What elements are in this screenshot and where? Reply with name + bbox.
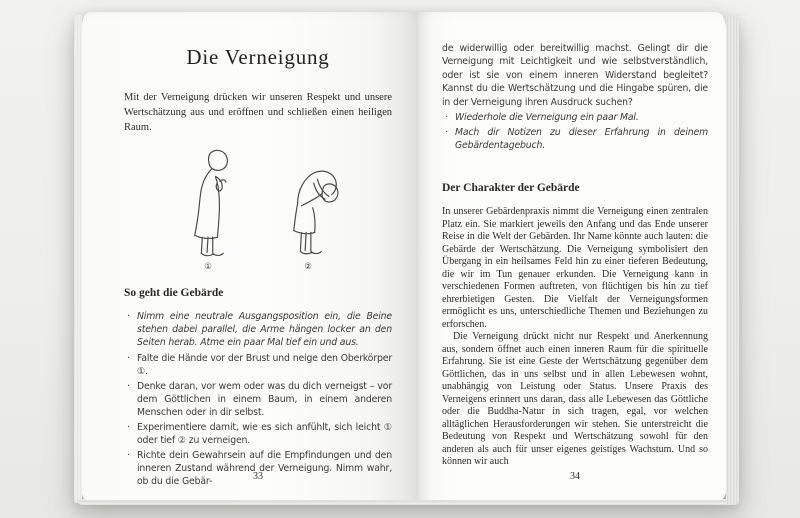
person-deep-bow-illustration (267, 147, 349, 259)
page-number-left: 33 (253, 471, 263, 482)
bullet-item: · Mach dir Notizen zu dieser Erfahrung in deinem Gebärdentagebuch. (442, 126, 708, 152)
exercise-bullet-list-continued (442, 111, 708, 152)
bullet-item: · Denke daran, vor wem oder was du dich verneigst – vor dem Göttlichen in einem Baum, in einem anderen Menschen oder in dir selbst. (124, 380, 392, 419)
person-slight-bow-illustration (167, 147, 249, 259)
left-page (82, 12, 416, 500)
bullet-item: · Richte dein Gewahrsein auf die Empfindungen und den inneren Zustand während der Verneigung. Nimm wahr, ob du die Gebär- (124, 449, 392, 488)
chapter-title: Die Verneigung (186, 45, 330, 69)
bow-figures (124, 147, 392, 272)
bullet-item: · Experimentiere damit, wie es sich anfühlt, sich leicht ① oder tief ② zu verneigen. (124, 421, 392, 447)
section-heading-how-to: So geht die Gebärde (124, 287, 224, 300)
body-paragraph: Die Verneigung drückt nicht nur Respekt und Anerkennung aus, sondern öffnet auch einen inneren Raum für die spirituelle Erfahrung. Sie ist eine Geste der Wertschätzung gegenüber dem Göttlichen, das in uns selbst und in allen Lebewesen wohnt, unabhängig von Leistung oder Status. Unsere Praxis des Verneigens erinnert uns daran, dass alle Lebewesen das Göttliche oder die Buddha-Natur in sich tragen, egal, vor welchen alltäglichen Herausforderungen wir stehen. Sie unterstreicht die Bedeutung von Respekt und Wertschätzung sowohl für den anderen als auch für unser eigenes geistiges Wachstum. Und so können wir auch (442, 331, 708, 468)
exercise-bullet-list (124, 310, 392, 488)
bullet-item: · Nimm eine neutrale Ausgangsposition ein, die Beine stehen dabei parallel, die Arme hängen locker an den Seiten herab. Atme ein paar Mal tief ein und aus. (124, 310, 392, 349)
body-paragraph: In unserer Gebärdenpraxis nimmt die Verneigung einen zentralen Platz ein. Sie markiert jeweils den Anfang und das Ende unserer Reise in die Welt der Gebärden. Ihr Name könnte auch lauten: die Gebärde der Wertschätzung. Die Verneigung symbolisiert den Übergang in ein heilsames Feld hin zu einer tieferen Bedeutung, die wir im Tun genauer erkunden. Die Verneigung kann in verschiedenen Formen auftreten, von flüchtigen bis hin zu tief ehrerbietigen Gesten. Die Vielfalt der Verneigungsformen ermöglicht es uns, unterschiedliche Themen und Beziehungen zu erforschen. (442, 206, 708, 330)
section-heading-character: Der Charakter der Gebärde (442, 182, 580, 195)
figure-label-2: ② (304, 262, 312, 273)
page-stack-left-edge (74, 15, 82, 503)
figure-deep-bow (267, 147, 349, 272)
bullet-item: · Falte die Hände vor der Brust und neige den Oberkörper ①. (124, 352, 392, 378)
figure-label-1: ① (204, 262, 212, 273)
page-stack-fore-edge (726, 17, 739, 505)
exercise-continuation-paragraph: de widerwillig oder bereitwillig machst. Gelingt dir die Verneigung mit Leichtigkeit und wie selbstverständlich, oder ist sie von einem inneren Widerstand begleitet? Kannst du die Wertschätzung und die Hingabe spüren, die in der Verneigung ihren Ausdruck suchen? (442, 43, 708, 108)
bullet-item: · Wiederhole die Verneigung ein paar Mal. (442, 111, 708, 124)
page-number-right: 34 (570, 471, 580, 482)
intro-paragraph: Mit der Verneigung drücken wir unseren Respekt und unsere Wertschätzung aus und eröffnen und schließen einen heiligen Raum. (124, 92, 392, 134)
open-book (82, 12, 726, 500)
figure-slight-bow (167, 147, 249, 272)
right-page (416, 12, 726, 500)
